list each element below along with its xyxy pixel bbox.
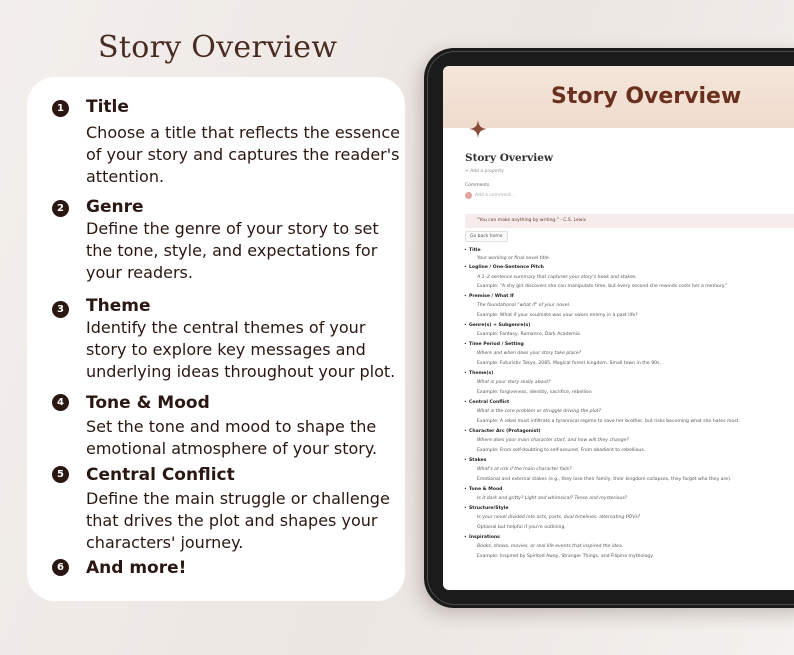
add-property-link[interactable]: + Add a property: [465, 169, 504, 174]
go-back-home-button[interactable]: Go back home: [465, 231, 508, 242]
feature-description: Set the tone and mood to shape the emotional atmosphere of your story.: [86, 417, 378, 458]
outline-heading: • Structure/Style: [469, 506, 508, 511]
number-badge: 2: [52, 200, 69, 217]
outline-example: Example: forgiveness, identity, sacrifice, rebellion: [477, 390, 592, 395]
comments-label: Comments: [465, 183, 490, 188]
outline-hint: What is your story really about?: [477, 380, 551, 385]
outline-heading: • Genre(s) + Subgenre(s): [469, 323, 530, 328]
quote-callout: [465, 214, 794, 228]
number-badge: 5: [52, 466, 69, 483]
outline-example: Example: Inspired by Spirited Away, Stranger Things, and Filipino mythology.: [477, 554, 654, 559]
number-badge: 6: [52, 559, 69, 576]
outline-example: Optional but helpful if you're outlining.: [477, 525, 566, 530]
outline-heading: • Title: [469, 248, 481, 253]
outline-heading: • Central Conflict: [469, 400, 509, 405]
feature-title: Tone & Mood: [86, 393, 210, 413]
outline-hint: A 1–2 sentence summary that captures your story's hook and stakes.: [477, 275, 637, 280]
comment-input[interactable]: Add a comment...: [475, 193, 516, 198]
outline-heading: • Time Period / Setting: [469, 342, 524, 347]
outline-heading: • Character Arc (Protagonist): [469, 429, 541, 434]
page-title: Story Overview: [465, 152, 553, 164]
avatar: [465, 192, 472, 199]
number-badge: 4: [52, 394, 69, 411]
outline-hint: Your working or final novel title.: [477, 256, 551, 261]
outline-example: Emotional and external stakes (e.g., they lose their family, their kingdom collapses, they forget who they are).: [477, 477, 732, 482]
page-cover: [443, 66, 794, 128]
feature-title: Genre: [86, 197, 144, 217]
feature-title: Theme: [86, 296, 151, 316]
number-badge: 3: [52, 301, 69, 318]
feature-title: Central Conflict: [86, 465, 235, 485]
outline-heading: • Stakes: [469, 458, 486, 463]
outline-hint: What is the core problem or struggle driving the plot?: [477, 409, 601, 414]
number-badge: 1: [52, 100, 69, 117]
outline-heading: • Theme(s): [469, 371, 493, 376]
quote-text: "You can make anything by writing." - C.S. Lewis: [477, 218, 587, 223]
outline-hint: What's at risk if the main character fails?: [477, 467, 572, 472]
outline-heading: • Logline / One-Sentence Pitch: [469, 265, 544, 270]
outline-hint: Where and when does your story take place?: [477, 351, 582, 356]
outline-heading: • Tone & Mood: [469, 487, 502, 492]
outline-example: Example: Futuristic Tokyo, 2085. Magical forest kingdom. Small town in the 90s.: [477, 361, 661, 366]
cover-title: Story Overview: [551, 84, 742, 109]
outline-example: Example: Fantasy, Romance, Dark Academia: [477, 332, 580, 337]
outline-hint: Is your novel divided into acts, parts, dual timelines, alternating POVs?: [477, 515, 641, 520]
outline-hint: Books, shows, movies, or real life events that inspired the idea.: [477, 544, 624, 549]
page-heading: Story Overview: [98, 30, 338, 65]
feature-title: Title: [86, 97, 129, 117]
outline-hint: Where does your main character start, and how will they change?: [477, 438, 629, 443]
feature-description: Choose a title that reflects the essence of your story and captures the reader's attention.: [86, 123, 400, 186]
feature-card: [27, 77, 405, 601]
outline-example: Example: From self-doubting to self-assured. From obedient to rebellious.: [477, 448, 646, 453]
feature-description: Identify the central themes of your story to explore key messages and underlying ideas throughout your plot.: [86, 318, 396, 381]
outline-example: Example: What if your soulmate was your sworn enemy in a past life?: [477, 313, 638, 318]
outline-heading: • Inspirations: [469, 535, 500, 540]
feature-description: Define the main struggle or challenge that drives the plot and shapes your characters' journey.: [86, 489, 390, 552]
outline-hint: The foundational "what if" of your novel.: [477, 303, 571, 308]
outline-example: Example: A rebel must infiltrate a tyrannical regime to save her brother, but risks becoming what she hates most.: [477, 419, 740, 424]
tablet-screen: [443, 66, 794, 590]
outline-example: Example: "A shy girl discovers she can manipulate time, but every second she rewinds costs her a memory.": [477, 284, 728, 289]
diamond-sparkle-icon: [469, 120, 487, 138]
feature-description: Define the genre of your story to set the tone, style, and expectations for your readers.: [86, 219, 379, 282]
outline-heading: • Premise / What If: [469, 294, 514, 299]
outline-hint: Is it dark and gritty? Light and whimsical? Tense and mysterious?: [477, 496, 628, 501]
feature-title: And more!: [86, 558, 187, 578]
